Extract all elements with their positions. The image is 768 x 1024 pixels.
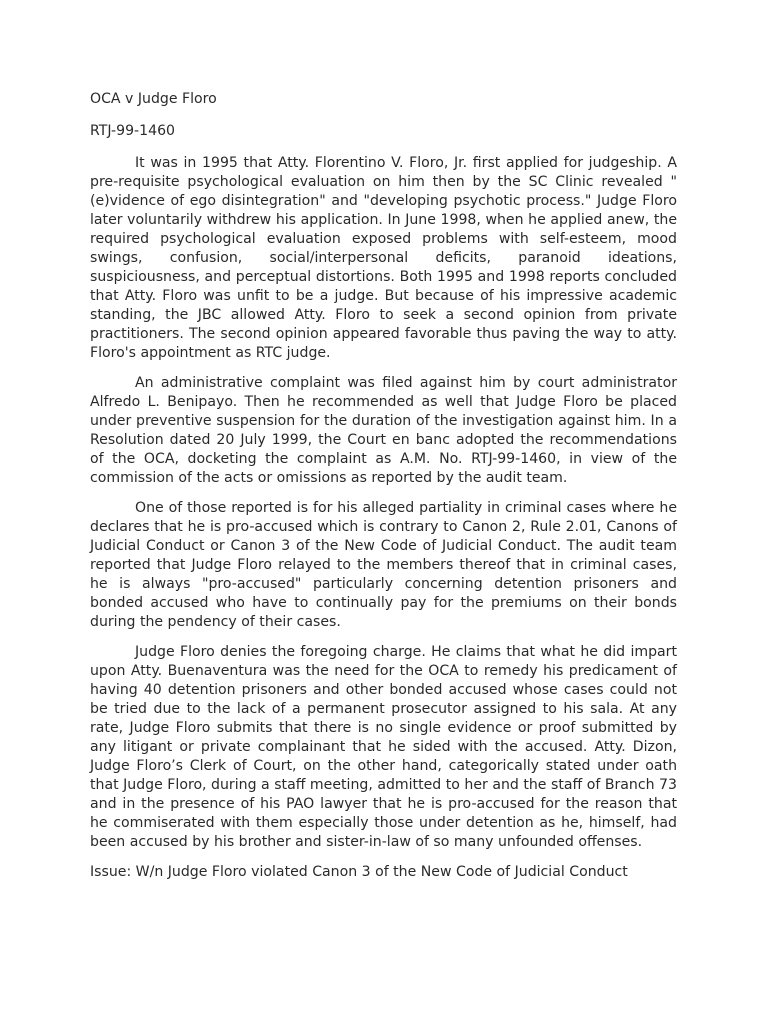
document-title: OCA v Judge Floro (90, 91, 217, 107)
facts-paragraph-2: An administrative complaint was filed against him by court administrator Alfredo L. Benipayo. Then he recommended as well that Judge Floro be placed under preventive suspension for the duration of the investigation against him. In a Resolution dated 20 July 1999, the Court en banc adopted the recommendations of the OCA, docketing the complaint as A.M. No. RTJ-99-1460, in view of the commission of the acts or omissions as reported by the audit team. (90, 375, 677, 486)
facts-paragraph-4: Judge Floro denies the foregoing charge. He claims that what he did impart upon Atty. Buenaventura was the need for the OCA to remedy his predicament of having 40 detention prisoners and other bonded accused whose cases could not be tried due to the lack of a permanent prosecutor assigned to his sala. At any rate, Judge Floro submits that there is no single evidence or proof submitted by any litigant or private complainant that he sided with the accused. Atty. Dizon, Judge Floro’s Clerk of Court, on the other hand, categorically stated under oath that Judge Floro, during a staff meeting, admitted to her and the staff of Branch 73 and in the presence of his PAO lawyer that he is pro-accused for the reason that he commiserated with them especially those under detention as he, himself, had been accused by his brother and sister-in-law of so many unfounded offenses. (90, 644, 677, 850)
case-number: RTJ-99-1460 (90, 123, 176, 139)
document-page (90, 90, 677, 882)
issue-statement: Issue: W/n Judge Floro violated Canon 3 of the New Code of Judicial Conduct (90, 864, 628, 880)
facts-paragraph-1: It was in 1995 that Atty. Florentino V. Floro, Jr. first applied for judgeship. A pre-requisite psychological evaluation on him then by the SC Clinic revealed "(e)vidence of ego disintegration" and "developing psychotic process." Judge Floro later voluntarily withdrew his application. In June 1998, when he applied anew, the required psychological evaluation exposed problems with self-esteem, mood swings, confusion, social/interpersonal deficits, paranoid ideations, suspiciousness, and perceptual distortions. Both 1995 and 1998 reports concluded that Atty. Floro was unfit to be a judge. But because of his impressive academic standing, the JBC allowed Atty. Floro to seek a second opinion from private practitioners. The second opinion appeared favorable thus paving the way to atty. Floro's appointment as RTC judge. (90, 155, 677, 361)
facts-paragraph-3: One of those reported is for his alleged partiality in criminal cases where he declares that he is pro-accused which is contrary to Canon 2, Rule 2.01, Canons of Judicial Conduct or Canon 3 of the New Code of Judicial Conduct. The audit team reported that Judge Floro relayed to the members thereof that in criminal cases, he is always "pro-accused" particularly concerning detention prisoners and bonded accused who have to continually pay for the premiums on their bonds during the pendency of their cases. (90, 500, 677, 630)
